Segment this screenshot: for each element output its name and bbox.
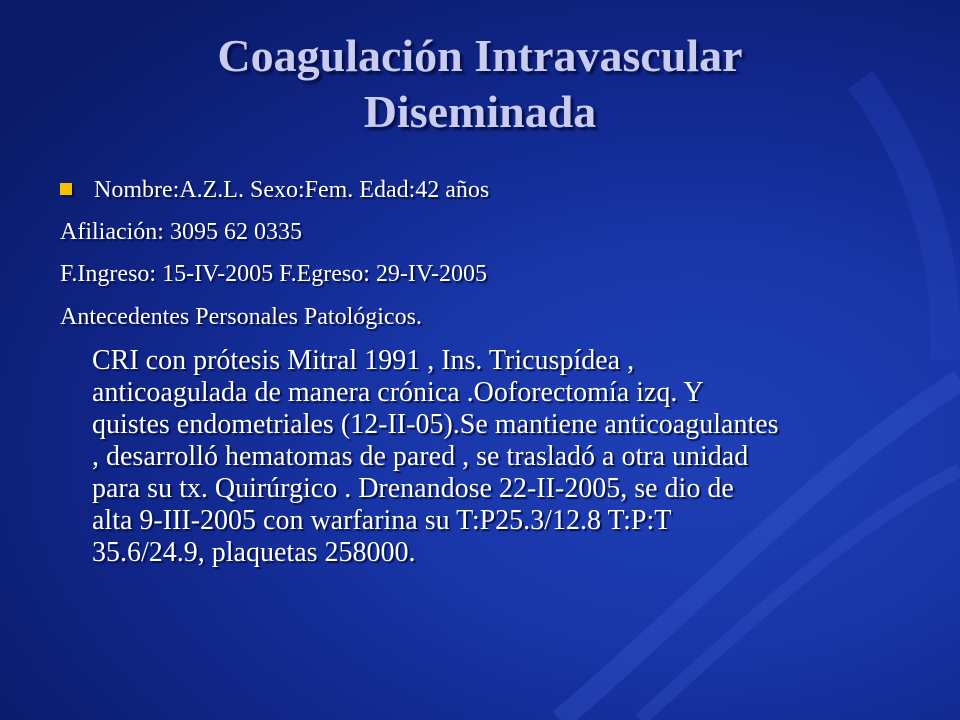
paragraph-line: CRI con prótesis Mitral 1991 , Ins. Tricuspídea , — [92, 345, 635, 376]
slide-title — [60, 28, 900, 140]
fechas-line: F.Ingreso: 15-IV-2005 F.Egreso: 29-IV-2005 — [60, 261, 488, 287]
paragraph-line: para su tx. Quirúrgico . Drenandose 22-II-2005, se dio de — [92, 473, 734, 504]
slide-title-line-2: Diseminada — [363, 86, 597, 137]
antecedentes-line: Antecedentes Personales Patológicos. — [60, 304, 422, 330]
slide-title-line-1: Coagulación Intravascular — [217, 30, 743, 81]
paragraph-line: quistes endometriales (12-II-05).Se mantiene anticoagulantes — [92, 409, 779, 440]
patient-info-bullet: Nombre:A.Z.L. Sexo:Fem. Edad:42 años — [94, 177, 490, 203]
clinical-history-paragraph — [60, 345, 920, 569]
paragraph-line: 35.6/24.9, plaquetas 258000. — [92, 537, 416, 568]
afiliacion-line: Afiliación: 3095 62 0335 — [60, 219, 302, 245]
paragraph-line: alta 9-III-2005 con warfarina su T:P25.3/12.8 T:P:T — [92, 505, 672, 536]
bullet-square-icon — [60, 183, 72, 195]
paragraph-line: , desarrolló hematomas de pared , se trasladó a otra unidad — [92, 441, 749, 472]
paragraph-line: anticoagulada de manera crónica .Ooforectomía izq. Y — [92, 377, 704, 408]
